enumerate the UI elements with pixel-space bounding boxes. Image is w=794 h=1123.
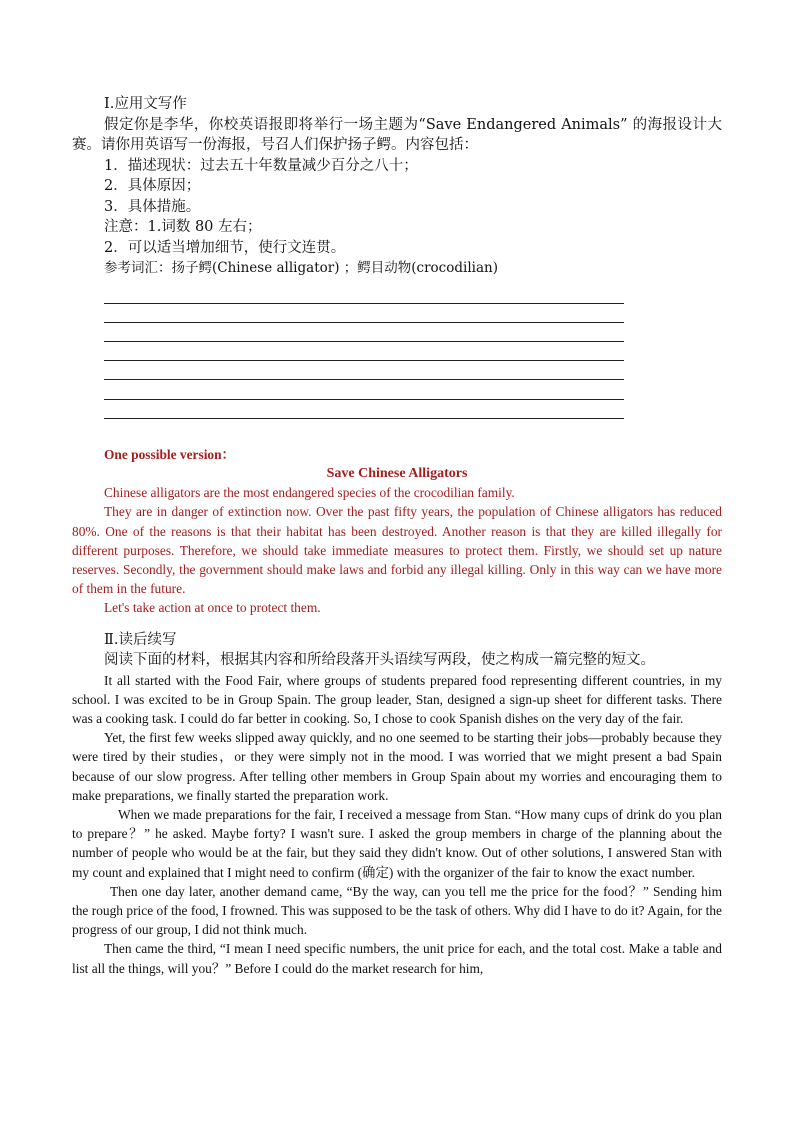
story-paragraph-3: When we made preparations for the fair, I received a message from Stan. “How many cups of drink do you plan to prepare？” he asked. Maybe forty? I wasn't sure. I asked the group members in charge of the planning about the number of people who would be at the fair, but they said they didn't know. Out of other solutions, I answered Stan with my count and explained that I might need to confirm (确定) with the organizer of the fair to know the exact number. xyxy=(72,807,722,880)
writing-line xyxy=(104,323,624,342)
section-1-title: Ⅰ.应用文写作 xyxy=(104,96,187,112)
requirement-item-1: 1．描述现状：过去五十年数量减少百分之八十； xyxy=(104,157,418,174)
writing-line xyxy=(104,285,624,304)
answer-label: One possible version： xyxy=(104,446,235,462)
note-1: 注意：1.词数 80 左右； xyxy=(104,219,262,235)
answer-paragraph-3: Let's take action at once to protect them. xyxy=(104,600,321,616)
answer-paragraph-2: They are in danger of extinction now. Over the past fifty years, the population of Chinese alligators has reduced 80%. One of the reasons is that their habitat has been destroyed. Another reason is that they are killed illegally for different purposes. Therefore, we should take immediate measures to protect them. Firstly, we should set up nature reserves. Secondly, the government should make laws and forbid any illegal killing. Only in this way can we have more of them in the future. xyxy=(72,504,722,597)
section-1-prompt: 假定你是李华，你校英语报即将举行一场主题为“Save Endangered Animals” 的海报设计大赛。请你用英语写一份海报，号召人们保护扬子鳄。内容包括： xyxy=(72,116,722,153)
writing-line xyxy=(104,342,624,361)
writing-line xyxy=(104,400,624,419)
answer-paragraph-1: Chinese alligators are the most endangered species of the crocodilian family. xyxy=(104,485,515,501)
note-2: 2．可以适当增加细节，使行文连贯。 xyxy=(104,239,346,256)
writing-line xyxy=(104,304,624,323)
story-paragraph-1: It all started with the Food Fair, where groups of students prepared food representing different countries, in my school. I was excited to be in Group Spain. The group leader, Stan, designed a sign-up sheet for different tasks. There was a cooking task. I could do far better in cooking. So, I chose to cook Spanish dishes on the very day of the fair. xyxy=(72,672,722,727)
answer-title: Save Chinese Alligators xyxy=(326,466,468,482)
writing-lines xyxy=(104,285,624,419)
section-2-title: Ⅱ.读后续写 xyxy=(104,631,177,648)
story-paragraph-5: Then came the third, “I mean I need specific numbers, the unit price for each, and the total cost. Make a table and list all the things, will you？” Before I could do the market research for him, xyxy=(72,941,722,976)
requirement-item-2: 2．具体原因； xyxy=(104,178,201,194)
section-2-instruction: 阅读下面的材料，根据其内容和所给段落开头语续写两段，使之构成一篇完整的短文。 xyxy=(104,652,655,669)
document-page xyxy=(72,94,722,978)
writing-line xyxy=(104,380,624,399)
writing-line xyxy=(104,361,624,380)
story-paragraph-4: Then one day later, another demand came, “By the way, can you tell me the price for the food？” Sending him the rough price of the food, I frowned. This was supposed to be the task of others. Why did I have to do it? Again, for the progress of our group, I did not think much. xyxy=(72,883,722,938)
story-paragraph-2: Yet, the first few weeks slipped away quickly, and no one seemed to be starting their jobs—probably because they were tired by their studies，or they were simply not in the mood. I was worried that we might present a bad Spain because of our slow progress. After telling other members in Group Spain about my worries and encouraging them to make preparations, we finally started the preparation work. xyxy=(72,730,722,803)
requirement-item-3: 3．具体措施。 xyxy=(104,198,201,215)
reference-vocabulary: 参考词汇：扬子鳄(Chinese alligator) ；鳄目动物(crocodilian) xyxy=(104,260,498,276)
